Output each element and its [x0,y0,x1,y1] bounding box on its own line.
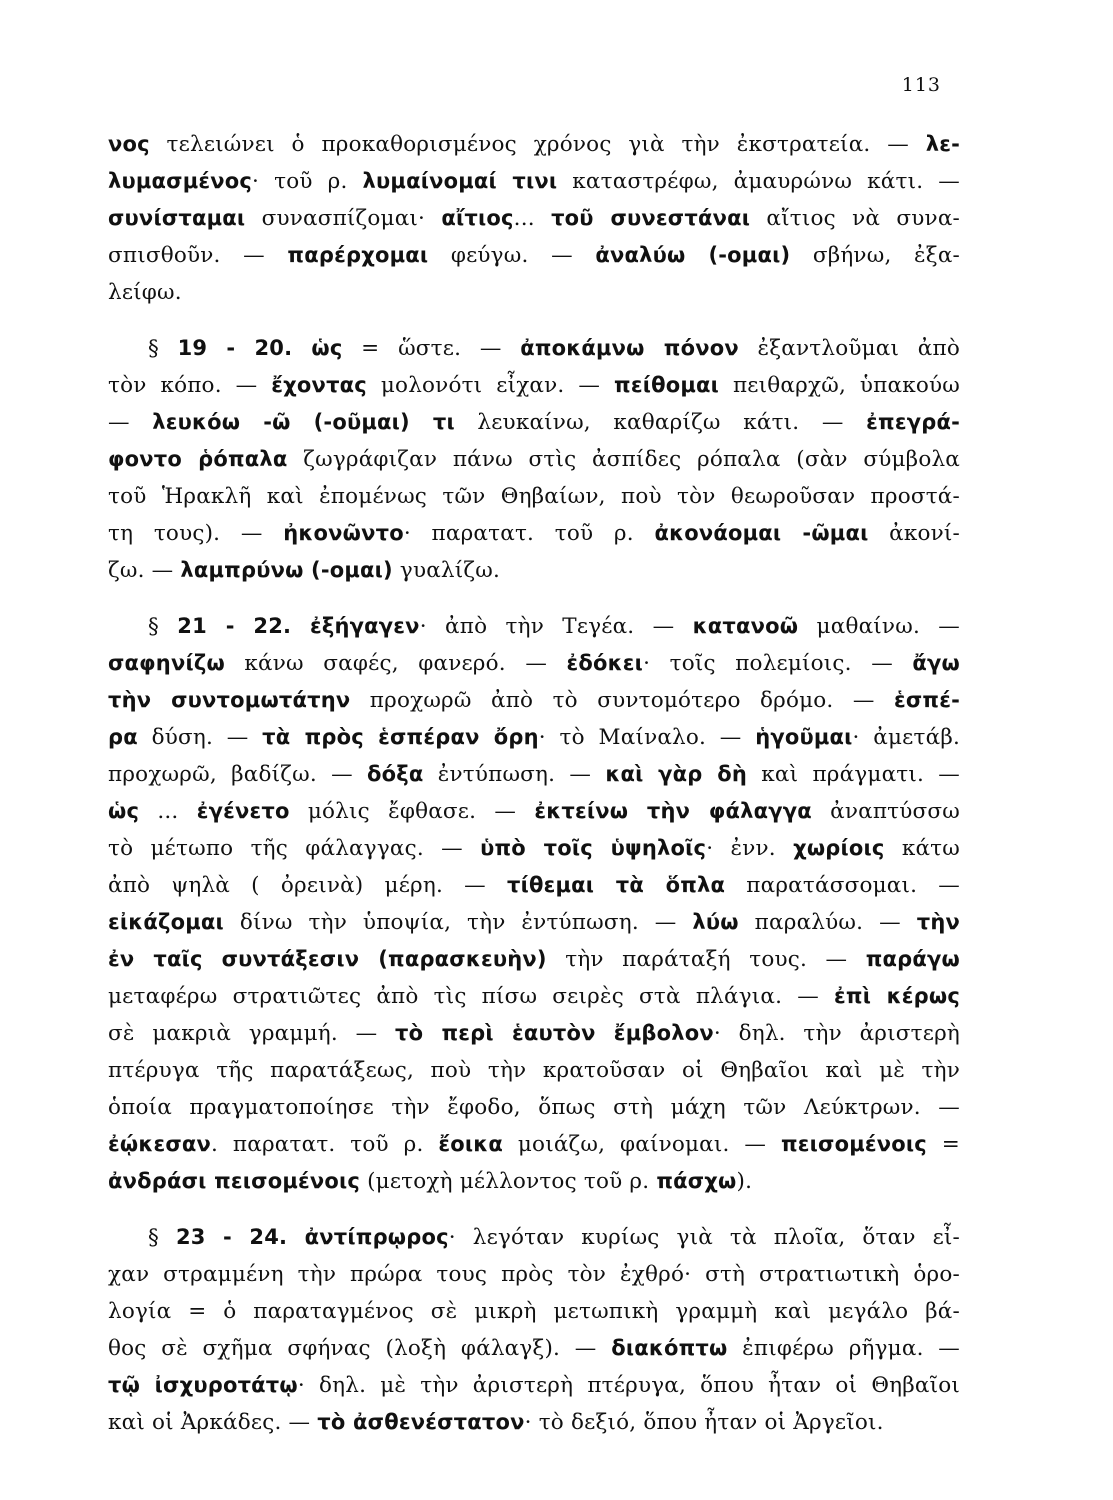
gloss-text: τοῦ Ἡρακλῆ καὶ ἐπομένως τῶν Θηβαίων, ποὺ τὸν θεωροῦσαν προστά- [108,484,960,509]
gloss-text: ὁποία πραγματοποίησε τὴν ἔφοδο, ὅπως στὴ μάχη τῶν Λεύκτρων. — [108,1095,960,1120]
gloss-text: τὸ μέτωπο τῆς φάλαγγας. — [108,836,481,861]
text-line [108,478,960,515]
lemma-term: αἴτιος [441,206,514,230]
gloss-text: ἐπιφέρω ρῆγμα. — [727,1336,960,1361]
gloss-text: μόλις ἔφθασε. — [289,799,535,824]
lemma-term: ρα [108,725,138,749]
gloss-text: προχωρῶ, βαδίζω. — [108,762,368,787]
lemma-term: ἐπεγρά- [866,410,960,434]
gloss-text: μοιάζω, φαίνομαι. — [503,1132,781,1157]
text-line [108,1015,960,1052]
lemma-term: νος [108,132,150,156]
gloss-text: ). [736,1169,753,1194]
gloss-text: § [148,336,178,361]
text-line [108,756,960,793]
gloss-text: σβήνω, ἐξα- [790,243,961,268]
text-line [108,1163,960,1200]
lemma-term: ἐγένετο [196,799,290,823]
text-line [108,200,960,237]
gloss-text: · ἀμετάβ. [852,725,960,750]
gloss-text: τη τους). — [108,521,284,546]
lemma-term: διακόπτω [611,1336,728,1360]
lemma-term: πείθομαι [614,373,720,397]
lemma-term: χωρίοις [793,836,885,860]
gloss-text: καταστρέφω, ἀμαυρώνω κάτι. — [557,169,960,194]
lemma-term: ἐν ταῖς συντάξεσιν (παρασκευὴν) [108,947,547,971]
text-line [108,719,960,756]
gloss-text: § [148,1225,176,1250]
lemma-term: λε- [925,132,960,156]
gloss-text: ζω. — [108,558,181,583]
gloss-text: · τὸ Μαίναλο. — [538,725,756,750]
gloss-text: ... [139,799,197,824]
lemma-term: ἄγω [912,651,960,675]
lemma-term: συνίσταμαι [108,206,246,230]
lemma-term: ἔχοντας [271,373,367,397]
lemma-term: ἀποκάμνω πόνον [520,336,739,360]
text-line [108,515,960,552]
text-line [108,867,960,904]
gloss-text: = ὥστε. — [342,336,521,361]
text-line [108,1367,960,1404]
paragraph [108,608,960,1200]
lemma-term: κατανοῶ [692,614,799,638]
gloss-text: ἀπὸ ψηλὰ ( ὀρεινὰ) μέρη. — [108,873,507,898]
gloss-text: · τὸ δεξιό, ὅπου ἦταν οἱ Ἀργεῖοι. [524,1410,884,1435]
gloss-text: § [148,614,178,639]
gloss-text: · ἀπὸ τὴν Τεγέα. — [419,614,693,639]
gloss-text: μεταφέρω στρατιῶτες ἀπὸ τὶς πίσω σειρὲς στὰ πλάγια. — [108,984,835,1009]
gloss-text: δίνω τὴν ὑποψία, τὴν ἐντύπωση. — [223,910,693,935]
text-line [108,367,960,404]
lemma-term: ἠκονῶντο [283,521,404,545]
lemma-term: 19 - 20. ὡς [177,336,343,360]
gloss-text: κάτω [884,836,961,861]
lemma-term: τὴν συντομωτάτην [108,688,351,712]
gloss-text: συνασπίζομαι· [245,206,442,231]
gloss-text: καὶ πράγματι. — [747,762,960,787]
gloss-text: τελειώνει ὁ προκαθορισμένος χρόνος γιὰ τὴν ἐκστρατεία. — [149,132,926,157]
lemma-term: ἐδόκει [566,651,644,675]
lemma-term: τίθεμαι τὰ ὅπλα [506,873,726,897]
lemma-term: πεισομένοις [780,1132,927,1156]
text-line [108,126,960,163]
lemma-term: εἰκάζομαι [108,910,224,934]
gloss-text: τὸν κόπο. — [108,373,272,398]
gloss-text: παραλύω. — [738,910,917,935]
text-line [108,645,960,682]
text-line [108,1256,960,1293]
text-line [108,941,960,978]
text-line [108,404,960,441]
lemma-term: ἀναλύω (-ομαι) [595,243,791,267]
text-line [108,793,960,830]
gloss-text: ... [513,206,552,231]
gloss-text: φεύγω. — [428,243,596,268]
text-line [108,1126,960,1163]
gloss-text: · ἐνν. [706,836,794,861]
gloss-text: κάνω σαφές, φανερό. — [224,651,567,676]
lemma-term: λαμπρύνω (-ομαι) [180,558,393,582]
gloss-text: λογία = ὁ παραταγμένος σὲ μικρὴ μετωπικὴ γραμμὴ καὶ μεγάλο βά- [108,1299,960,1324]
lemma-term: φοντο ῥόπαλα [108,447,288,471]
lemma-term: ἐπὶ κέρως [834,984,961,1008]
gloss-text: · δηλ. τὴν ἀριστερὴ [713,1021,960,1046]
text-line [108,682,960,719]
paragraph-gap [108,1200,960,1219]
gloss-text: αἴτιος νὰ συνα- [750,206,961,231]
gloss-text: · παρατατ. τοῦ ρ. [403,521,655,546]
gloss-text: · τοῦ ρ. [252,169,363,194]
lemma-term: 23 - 24. ἀντίπρῳρος [175,1225,449,1249]
gloss-text: πειθαρχῶ, ὑπακούω [719,373,961,398]
lemma-term: τοῦ συνεστάναι [551,206,751,230]
text-line [108,1052,960,1089]
paragraph [108,1219,960,1441]
text-line [108,978,960,1015]
lemma-term: πάσχω [656,1169,737,1193]
gloss-text: χαν στραμμένη τὴν πρώρα τους πρὸς τὸν ἐχθρό· στὴ στρατιωτικὴ ὁρο- [108,1262,960,1287]
text-line [108,274,960,311]
lemma-term: ἀκονάομαι -ῶμαι [654,521,869,545]
text-line [108,904,960,941]
lemma-term: λυμασμένος [108,169,253,193]
lemma-term: παρέρχομαι [287,243,429,267]
gloss-text: . παρατατ. τοῦ ρ. [211,1132,439,1157]
lemma-term: τὸ ἀσθενέστατον [317,1410,525,1434]
gloss-text: ζωγράφιζαν πάνω στὶς ἀσπίδες ρόπαλα (σὰν σύμβολα [287,447,961,472]
lemma-term: τὰ πρὸς ἑσπέραν ὄρη [262,725,539,749]
gloss-text: · δηλ. μὲ τὴν ἀριστερὴ πτέρυγα, ὅπου ἦταν οἱ Θηβαῖοι [297,1373,960,1398]
lemma-term: ὡς [108,799,140,823]
text-line [108,163,960,200]
gloss-text: γυαλίζω. [392,558,501,583]
lemma-term: δόξα [367,762,424,786]
paragraph [108,330,960,589]
gloss-text: μαθαίνω. — [798,614,960,639]
lemma-term: τὴν [916,910,960,934]
gloss-text: σπισθοῦν. — [108,243,288,268]
gloss-text: καὶ οἱ Ἀρκάδες. — [108,1410,318,1435]
text-line [108,441,960,478]
paragraph-gap [108,589,960,608]
text-line [108,552,960,589]
gloss-text: — [108,410,153,435]
gloss-text: λευκαίνω, καθαρίζω κάτι. — [454,410,867,435]
gloss-text: (μετοχὴ μέλλοντος τοῦ ρ. [360,1169,657,1194]
text-line [108,830,960,867]
gloss-text: σὲ μακριὰ γραμμή. — [108,1021,396,1046]
lemma-term: λευκόω -ῶ (-οῦμαι) τι [152,410,455,434]
gloss-text: · λεγόταν κυρίως γιὰ τὰ πλοῖα, ὅταν εἶ- [448,1225,960,1250]
lemma-term: ἡγοῦμαι [755,725,853,749]
text-line [108,608,960,645]
lemma-term: ἔοικα [438,1132,504,1156]
gloss-text: λείφω. [108,280,182,305]
gloss-text: ἀναπτύσσω [811,799,961,824]
gloss-text: ἐντύπωση. — [423,762,606,787]
gloss-text: · τοῖς πολεμίοις. — [643,651,913,676]
gloss-text: δύση. — [137,725,263,750]
gloss-text: ἐξαντλοῦμαι ἀπὸ [738,336,960,361]
lemma-term: τὸ περὶ ἑαυτὸν ἔμβολον [395,1021,714,1045]
text-line [108,237,960,274]
gloss-text: μολονότι εἶχαν. — [366,373,615,398]
lemma-term: 21 - 22. ἐξήγαγεν [177,614,420,638]
gloss-text: = [926,1132,960,1157]
text-line [108,1293,960,1330]
paragraph-gap [108,311,960,330]
gloss-text: παρατάσσομαι. — [725,873,960,898]
text-line [108,1330,960,1367]
text-line [108,1089,960,1126]
lemma-term: ἐκτείνω τὴν φάλαγγα [534,799,812,823]
gloss-text: τὴν παράταξή τους. — [546,947,866,972]
text-line [108,330,960,367]
commentary-text [108,126,960,1441]
paragraph [108,126,960,311]
lemma-term: παράγω [865,947,960,971]
text-line [108,1404,960,1441]
lemma-term: ἑσπέ- [893,688,960,712]
lemma-term: καὶ γὰρ δὴ [605,762,748,786]
text-line [108,1219,960,1256]
lemma-term: λυμαίνομαί τινι [362,169,558,193]
gloss-text: θος σὲ σχῆμα σφήνας (λοξὴ φάλαγξ). — [108,1336,612,1361]
gloss-text: πτέρυγα τῆς παρατάξεως, ποὺ τὴν κρατοῦσαν οἱ Θηβαῖοι καὶ μὲ τὴν [108,1058,960,1083]
lemma-term: λύω [692,910,739,934]
page-number: 113 [901,74,941,96]
lemma-term: τῷ ἰσχυροτάτῳ [108,1373,298,1397]
gloss-text: προχωρῶ ἀπὸ τὸ συντομότερο δρόμο. — [350,688,894,713]
lemma-term: ὑπὸ τοῖς ὑψηλοῖς [480,836,707,860]
lemma-term: ἀνδράσι πεισομένοις [108,1169,361,1193]
lemma-term: σαφηνίζω [108,651,225,675]
gloss-text: ἀκονί- [868,521,960,546]
lemma-term: ἐῴκεσαν [108,1132,212,1156]
